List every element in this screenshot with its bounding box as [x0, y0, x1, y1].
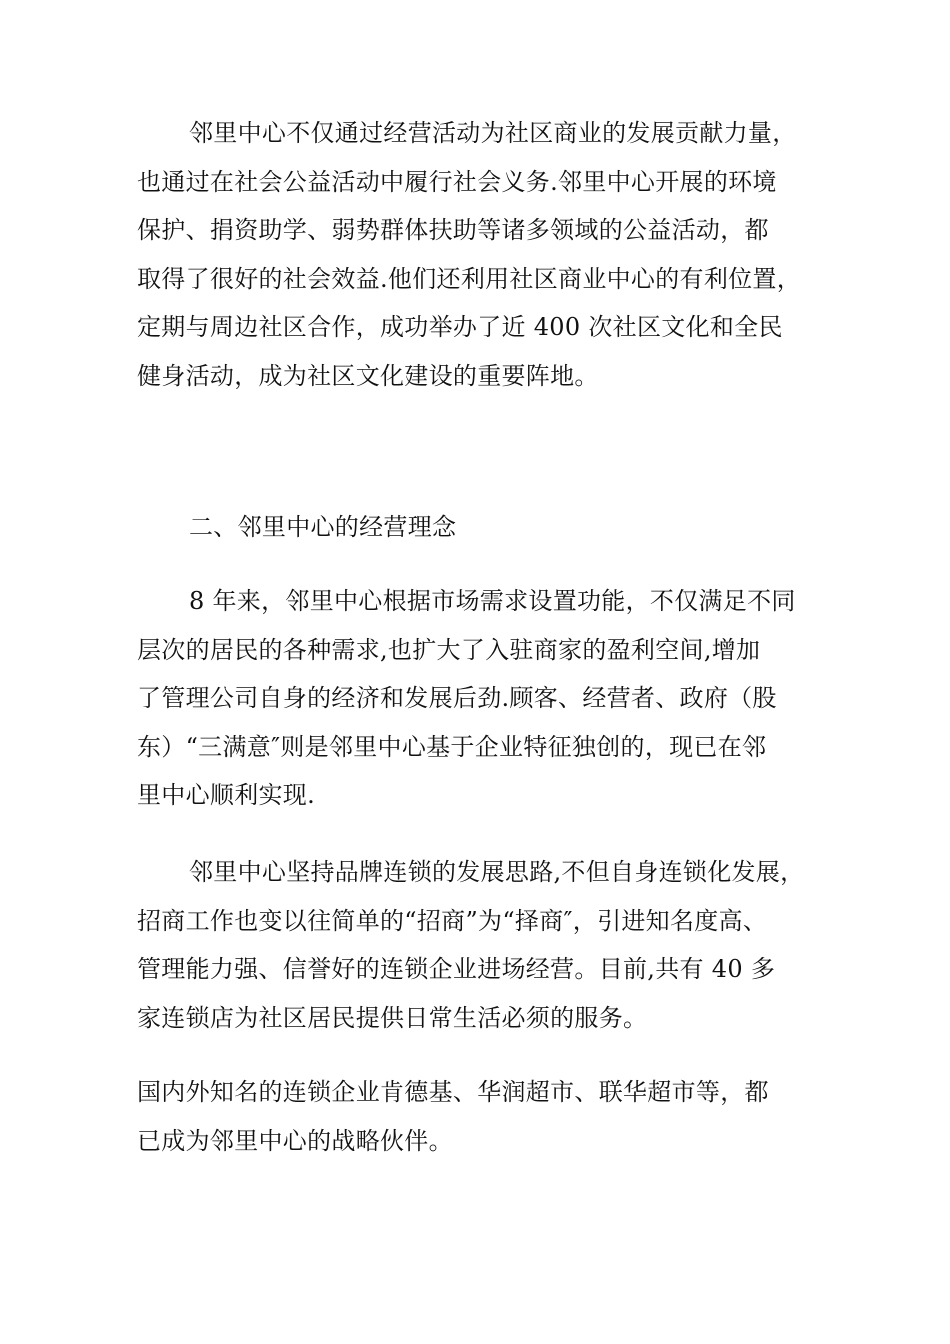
- text-line: 8 年来，邻里中心根据市场需求设置功能，不仅满足不同: [189, 587, 796, 615]
- text-line: 邻里中心不仅通过经营活动为社区商业的发展贡献力量，: [189, 119, 797, 147]
- section-heading: [137, 503, 837, 552]
- text-line: 招商工作也变以往简单的“招商”为“择商″，引进知名度高、: [137, 906, 768, 935]
- text-line: 里中心顺利实现.: [137, 781, 316, 809]
- paragraph-strategic-partners: [137, 1068, 837, 1165]
- text-line: 保护、捐资助学、弱势群体扶助等诸多领域的公益活动，都: [137, 216, 769, 244]
- paragraph-community-welfare: [137, 109, 837, 400]
- text-line: 健身活动，成为社区文化建设的重要阵地。: [137, 361, 599, 390]
- text-line: 家连锁店为社区居民提供日常生活必须的服务。: [137, 1003, 648, 1032]
- text-line: 定期与周边社区合作，成功举办了近 400 次社区文化和全民: [137, 313, 783, 341]
- text-line: 国内外知名的连锁企业肯德基、华润超市、联华超市等，都: [137, 1078, 769, 1106]
- paragraph-brand-chain: [137, 848, 837, 1042]
- section-title: 二、邻里中心的经营理念: [189, 513, 457, 541]
- text-line: 已成为邻里中心的战略伙伴。: [137, 1126, 453, 1155]
- text-line: 管理能力强、信誉好的连锁企业进场经营。目前,共有 40 多: [137, 955, 776, 983]
- paragraph-business-philosophy: [137, 577, 837, 820]
- text-line: 东）“三满意″则是邻里中心基于企业特征独创的，现已在邻: [137, 732, 767, 761]
- text-line: 邻里中心坚持品牌连锁的发展思路,不但自身连锁化发展，: [189, 858, 805, 886]
- text-line: 层次的居民的各种需求,也扩大了入驻商家的盈利空间,增加: [137, 635, 761, 664]
- text-line: 取得了很好的社会效益.他们还利用社区商业中心的有利位置，: [137, 264, 802, 293]
- text-line: 也通过在社会公益活动中履行社会义务.邻里中心开展的环境: [137, 167, 777, 196]
- text-line: 了管理公司自身的经济和发展后劲.顾客、经营者、政府（股: [137, 684, 777, 712]
